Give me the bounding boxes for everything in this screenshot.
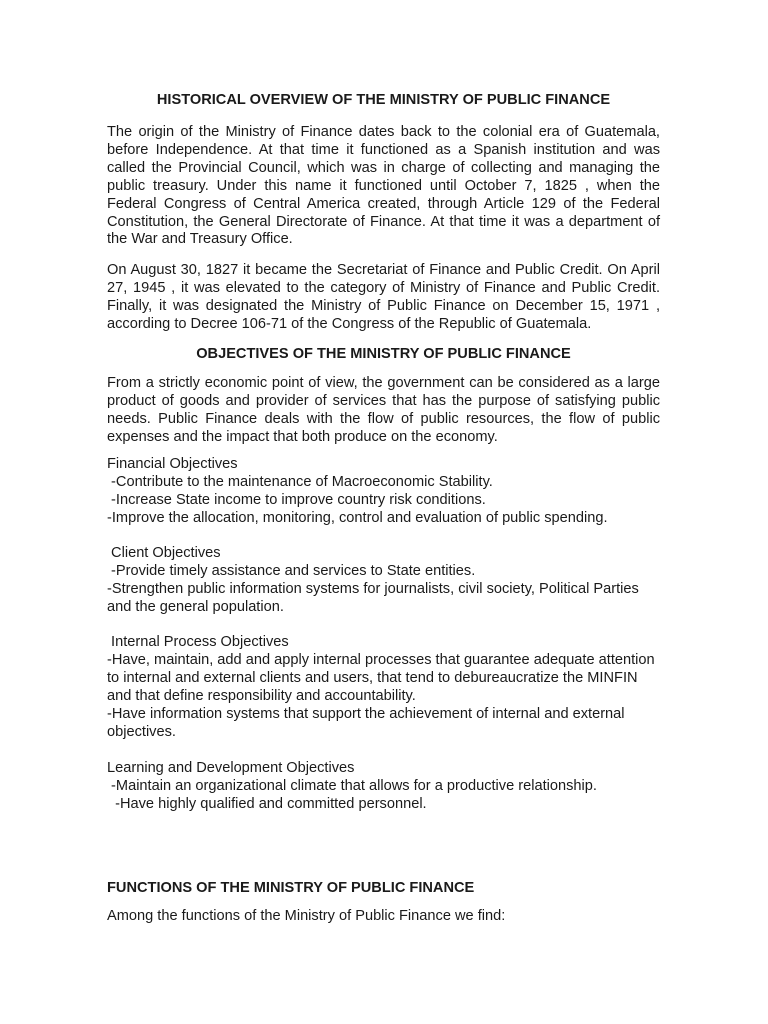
history-paragraph-1: The origin of the Ministry of Finance dates back to the colonial era of Guatemala, before Independence. At that time it functioned as a Spanish institution and was called the Provincial Council, which was in charge of collecting and managing the public treasury. Under this name it functioned until October 7, 1825 , when the Federal Congress of Central America created, through Article 129 of the Federal Constitution, the General Directorate of Finance. At that time it was a department of the War and Treasury Office. [107,124,660,248]
financial-objectives-section [107,456,660,528]
objectives-heading: OBJECTIVES OF THE MINISTRY OF PUBLIC FINANCE [196,346,571,362]
learning-objectives-title: Learning and Development Objectives [107,760,355,776]
financial-objective-item: -Increase State income to improve country risk conditions. [107,491,486,508]
history-paragraph-2: On August 30, 1827 it became the Secretariat of Finance and Public Credit. On April 27, 1945 , it was elevated to the category of Ministry of Finance and Public Credit. Finally, it was designated the Ministry of Public Finance on December 15, 1971 , according to Decree 106-71 of the Congress of the Republic of Guatemala. [107,262,660,332]
functions-heading: FUNCTIONS OF THE MINISTRY OF PUBLIC FINANCE [107,880,475,896]
learning-objective-item: -Have highly qualified and committed personnel. [107,795,427,812]
functions-intro-paragraph: Among the functions of the Ministry of Public Finance we find: [107,908,506,924]
client-objective-item: -Provide timely assistance and services to State entities. [107,562,476,579]
objectives-intro-paragraph: From a strictly economic point of view, the government can be considered as a large product of goods and provider of services that has the purpose of satisfying public needs. Public Finance deals with the flow of public resources, the flow of public expenses and the impact that both produce on the economy. [107,375,660,445]
internal-process-objective-item: -Have information systems that support the achievement of internal and external objectives. [107,705,625,740]
internal-process-objective-item: -Have, maintain, add and apply internal processes that guarantee adequate attention to internal and external clients and users, that tend to debureaucratize the MINFIN and that define responsibility and accountability. [107,651,655,704]
client-objectives-section [107,545,660,617]
financial-objective-item: -Improve the allocation, monitoring, control and evaluation of public spending. [107,509,608,526]
internal-process-objectives-title: Internal Process Objectives [107,634,289,650]
page-title: HISTORICAL OVERVIEW OF THE MINISTRY OF PUBLIC FINANCE [156,92,611,108]
client-objective-item: -Strengthen public information systems for journalists, civil society, Political Parties and the general population. [107,580,639,615]
client-objectives-title: Client Objectives [107,545,221,561]
learning-objectives-section [107,760,660,814]
learning-objective-item: -Maintain an organizational climate that allows for a productive relationship. [107,777,597,794]
financial-objectives-title: Financial Objectives [107,456,238,472]
financial-objective-item: -Contribute to the maintenance of Macroeconomic Stability. [107,473,493,490]
internal-process-objectives-section [107,634,660,741]
